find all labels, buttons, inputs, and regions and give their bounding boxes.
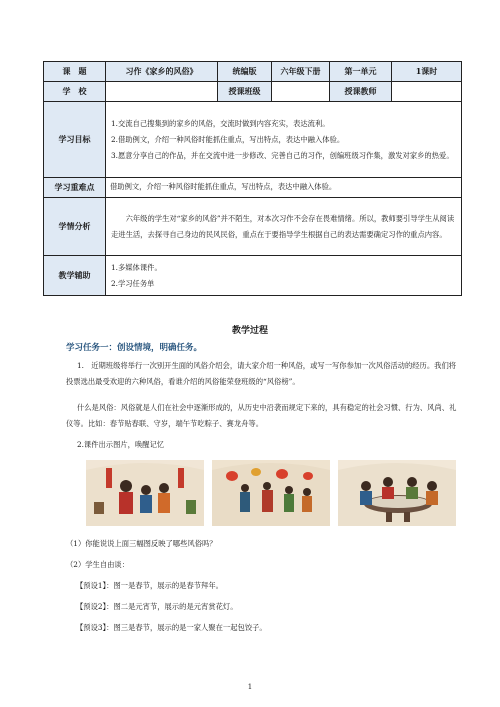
goals-label: 学习目标 — [44, 102, 106, 178]
analysis-text: 六年级的学生对“家乡的风俗”并不陌生，对本次习作不会存在畏难情绪。所以，教师要引导学生从阅读走进生活，去探寻自己身边的民风民俗，重点在于要指导学生根据自己的表达需要确定习作的重点内容。 — [111, 213, 455, 239]
grade: 六年级下册 — [272, 62, 330, 82]
table-row — [44, 178, 462, 198]
paragraph-2: 什么是风俗：风俗就是人们在社会中逐渐形成的，从历史中沿袭而规定下来的，具有稳定的社会习惯、行为、风尚、礼仪等。比如：春节贴春联、守岁，端午节吃粽子、赛龙舟等。 — [66, 403, 457, 428]
key-points-label: 学习重难点 — [44, 178, 106, 198]
spring-festival-greeting-image — [86, 460, 204, 526]
edition: 统编版 — [218, 62, 272, 82]
aid-item: 1.多媒体课件。 — [111, 262, 162, 272]
question-2: （2）学生自由谈： — [66, 560, 130, 569]
goal-item: 3.愿意分享自己的作品，并在交流中进一步修改、完善自己的习作，创编班级习作集，激发对家乡的热爱。 — [111, 150, 454, 160]
aid-item: 2.学习任务单 — [111, 278, 155, 288]
hours: 1课时 — [392, 62, 462, 82]
course-label: 课 题 — [44, 62, 106, 82]
aids-content — [106, 256, 462, 296]
question-1: （1）你能说说上面三幅图反映了哪些风俗吗？ — [66, 539, 217, 548]
illustration-strip — [86, 460, 456, 526]
page-number: 1 — [247, 683, 253, 691]
analysis-content — [106, 198, 462, 256]
paragraph-1: 1. 近期班级将举行一次别开生面的风俗介绍会，请大家介绍一种风俗，或写一写你参加一次风俗活动的经历。我们将投票选出最受欢迎的六种风俗，看谁介绍的风俗能荣登班级的“风俗榜”。 — [66, 361, 457, 386]
table-row — [44, 198, 462, 256]
unit: 第一单元 — [330, 62, 392, 82]
dumpling-making-image — [338, 460, 456, 526]
preset-2: 【预设2】：图二是元宵节，展示的是元宵赏花灯。 — [76, 602, 238, 611]
lantern-festival-image — [212, 460, 330, 526]
goal-item: 1.交流自己搜集到的家乡的风俗，交流时做到内容充实，表达流利。 — [111, 118, 330, 128]
teacher-value — [392, 82, 462, 102]
school-label: 学 校 — [44, 82, 106, 102]
goal-item: 2.借助例文，介绍一种风俗时能抓住重点，写出特点，表达中融入体验。 — [111, 134, 345, 144]
section-title: 教学过程 — [231, 326, 268, 336]
table-row — [44, 62, 462, 82]
class-label: 授课班级 — [218, 82, 272, 102]
goals-content — [106, 102, 462, 178]
preset-3: 【预设3】：图三是春节，展示的是一家人聚在一起包饺子。 — [76, 623, 267, 632]
school-value — [106, 82, 218, 102]
task-heading: 学习任务一：创设情境，明确任务。 — [66, 343, 203, 353]
table-row — [44, 102, 462, 178]
key-points-text: 借助例文，介绍一种风俗时能抓住重点，写出特点，表达中融入体验。 — [106, 178, 462, 198]
class-value — [272, 82, 330, 102]
preset-1: 【预设1】：图一是春节，展示的是春节拜年。 — [76, 581, 223, 590]
teacher-label: 授课教师 — [330, 82, 392, 102]
analysis-label: 学情分析 — [44, 198, 106, 256]
course-value: 习作《家乡的风俗》 — [106, 62, 218, 82]
lesson-info-table — [43, 61, 462, 296]
table-row — [44, 256, 462, 296]
aids-label: 教学辅助 — [44, 256, 106, 296]
paragraph-3: 2.课件出示图片，唤醒记忆 — [76, 440, 165, 449]
table-row — [44, 82, 462, 102]
